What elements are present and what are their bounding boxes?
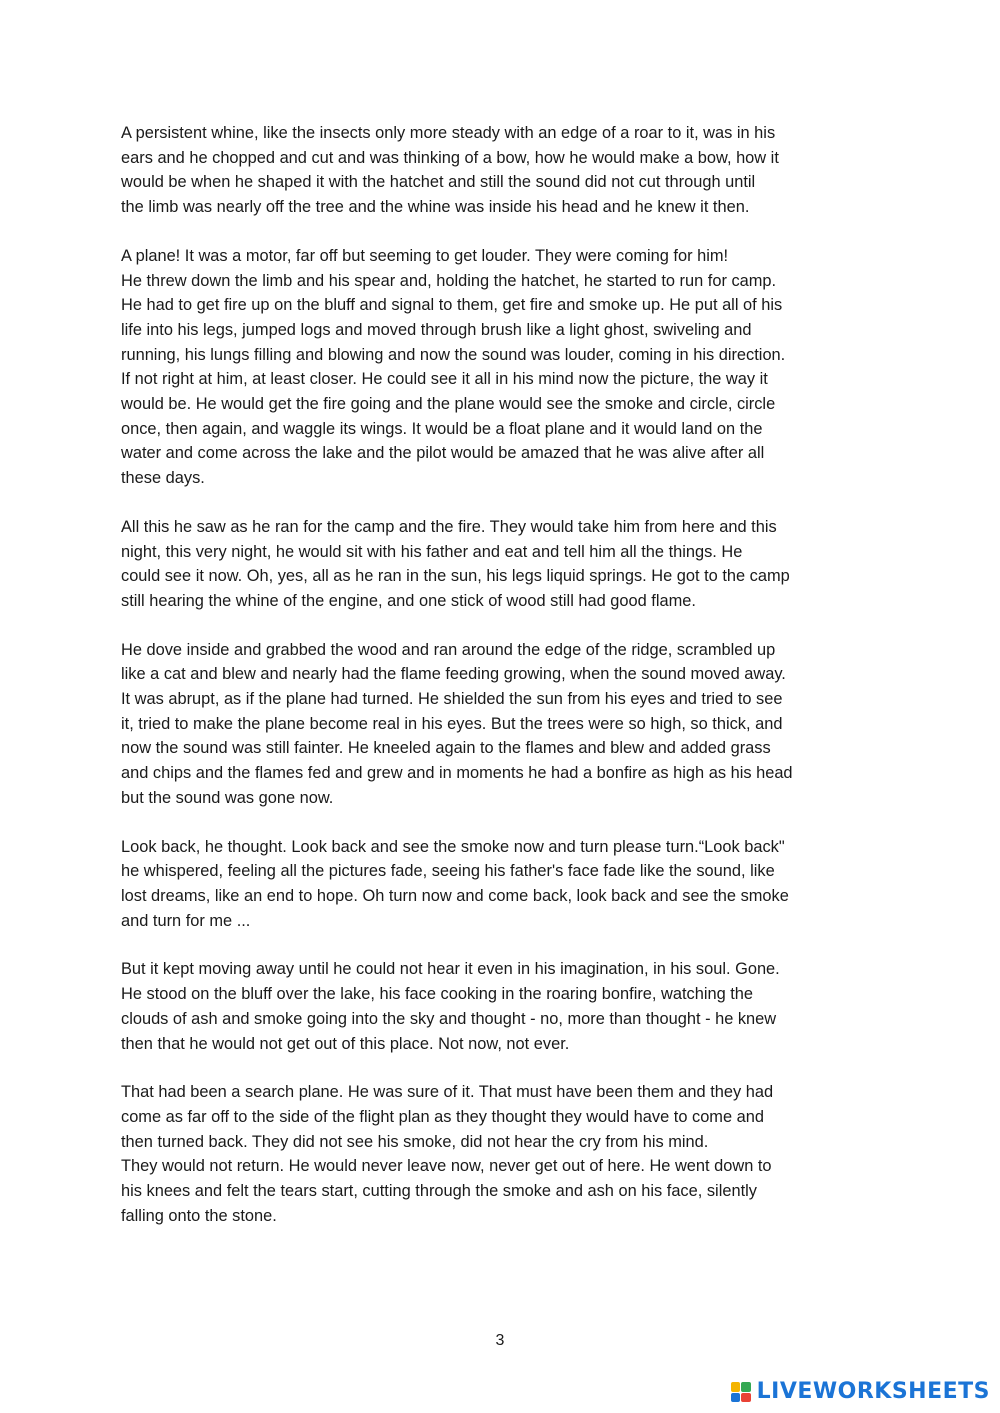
text-line: water and come across the lake and the pilot would be amazed that he was alive after all [121, 444, 765, 463]
text-line: like a cat and blew and nearly had the flame feeding growing, when the sound moved away. [121, 665, 786, 684]
text-line: would be. He would get the fire going and the plane would see the smoke and circle, circle [121, 395, 776, 414]
text-line: running, his lungs filling and blowing and now the sound was louder, coming in his direction. [121, 345, 786, 364]
paragraph [121, 1080, 881, 1228]
text-line: life into his legs, jumped logs and moved through brush like a light ghost, swiveling and [121, 320, 752, 339]
paragraph [121, 515, 881, 614]
text-line: They would not return. He would never leave now, never get out of here. He went down to [121, 1157, 772, 1176]
text-line: then turned back. They did not see his smoke, did not hear the cry from his mind. [121, 1132, 709, 1151]
text-line: now the sound was still fainter. He kneeled again to the flames and blew and added grass [121, 739, 771, 758]
paragraph [121, 121, 881, 220]
text-line: would be when he shaped it with the hatchet and still the sound did not cut through until [121, 173, 756, 192]
text-line: That had been a search plane. He was sure of it. That must have been them and they had [121, 1083, 774, 1102]
paragraph [121, 835, 881, 934]
liveworksheets-logo[interactable] [731, 1380, 990, 1404]
text-line: his knees and felt the tears start, cutting through the smoke and ash on his face, silently [121, 1182, 757, 1201]
text-line: ears and he chopped and cut and was thinking of a bow, how he would make a bow, how it [121, 148, 779, 167]
text-line: He dove inside and grabbed the wood and ran around the edge of the ridge, scrambled up [121, 640, 776, 659]
text-line: could see it now. Oh, yes, all as he ran in the sun, his legs liquid springs. He got to the camp [121, 567, 790, 586]
text-line: it, tried to make the plane become real in his eyes. But the trees were so high, so thick, and [121, 714, 783, 733]
text-line: he whispered, feeling all the pictures fade, seeing his father's face fade like the sound, like [121, 862, 775, 881]
text-line: and chips and the flames fed and grew and in moments he had a bonfire as high as his head [121, 764, 793, 783]
text-line: and turn for me ... [121, 911, 251, 930]
text-line: but the sound was gone now. [121, 788, 334, 807]
text-line: He threw down the limb and his spear and, holding the hatchet, he started to run for camp. [121, 271, 777, 290]
text-line: still hearing the whine of the engine, and one stick of wood still had good flame. [121, 591, 696, 610]
page-number: 3 [495, 1332, 505, 1349]
text-line: night, this very night, he would sit with his father and eat and tell him all the things. He [121, 542, 743, 561]
paragraph [121, 638, 881, 811]
text-line: If not right at him, at least closer. He could see it all in his mind now the picture, the way it [121, 370, 768, 389]
text-line: lost dreams, like an end to hope. Oh turn now and come back, look back and see the smoke [121, 886, 789, 905]
logo-square-red [741, 1393, 751, 1403]
logo-square-green [741, 1382, 751, 1392]
text-line: Look back, he thought. Look back and see the smoke now and turn please turn.“Look back" [121, 837, 785, 856]
text-line: It was abrupt, as if the plane had turned. He shielded the sun from his eyes and tried to see [121, 690, 783, 709]
text-line: the limb was nearly off the tree and the whine was inside his head and he knew it then. [121, 198, 750, 217]
text-line: A persistent whine, like the insects only more steady with an edge of a roar to it, was in his [121, 124, 776, 142]
text-line: clouds of ash and smoke going into the sky and thought - no, more than thought - he knew [121, 1009, 777, 1028]
logo-square-blue [731, 1393, 741, 1403]
text-line: But it kept moving away until he could not hear it even in his imagination, in his soul. Gone. [121, 960, 780, 979]
text-line: All this he saw as he ran for the camp and the fire. They would take him from here and this [121, 517, 777, 536]
text-line: then that he would not get out of this place. Not now, not ever. [121, 1034, 570, 1053]
story-text [121, 121, 881, 1252]
paragraph [121, 244, 881, 491]
logo-text: LIVEWORKSHEETS [756, 1379, 990, 1404]
paragraph [121, 957, 881, 1056]
text-line: He stood on the bluff over the lake, his face cooking in the roaring bonfire, watching the [121, 985, 754, 1004]
text-line: once, then again, and waggle its wings. It would be a float plane and it would land on the [121, 419, 763, 438]
liveworksheets-logo-icon [731, 1382, 751, 1402]
text-line: come as far off to the side of the flight plan as they thought they would have to come and [121, 1107, 764, 1126]
text-line: falling onto the stone. [121, 1206, 277, 1225]
text-line: A plane! It was a motor, far off but seeming to get louder. They were coming for him! [121, 246, 729, 265]
text-line: He had to get fire up on the bluff and signal to them, get fire and smoke up. He put all of his [121, 296, 783, 315]
text-line: these days. [121, 469, 205, 488]
logo-square-yellow [731, 1382, 741, 1392]
